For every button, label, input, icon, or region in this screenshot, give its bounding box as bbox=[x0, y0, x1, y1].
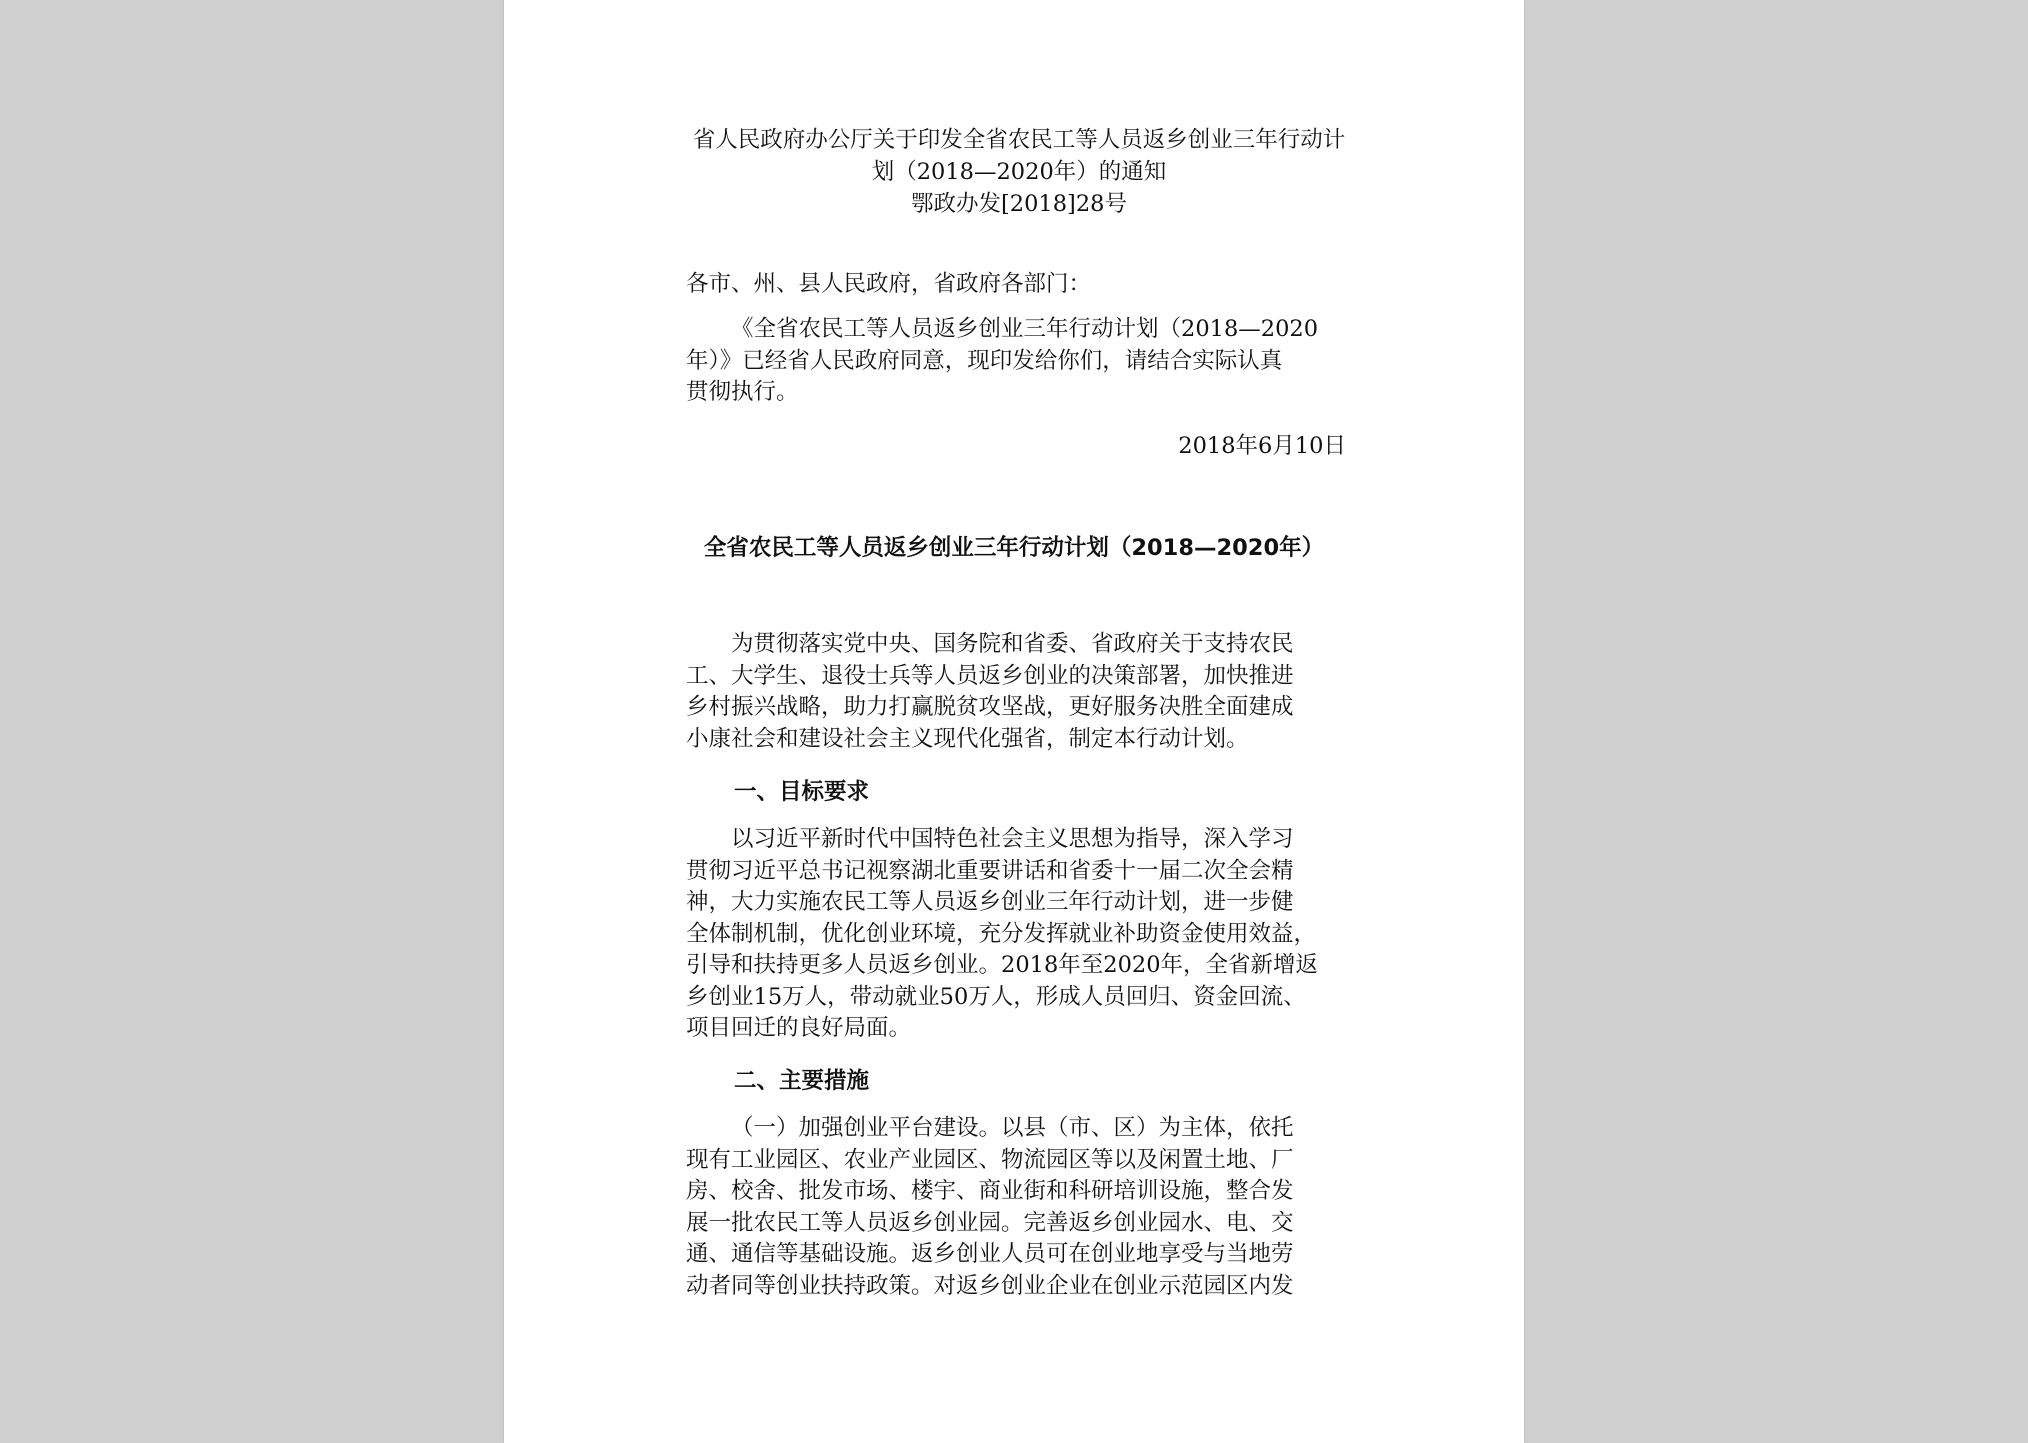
text-line: 以习近平新时代中国特色社会主义思想为指导，深入学习 bbox=[731, 826, 1294, 852]
section-heading-goals: 一、目标要求 bbox=[734, 779, 870, 805]
text-line: 小康社会和建设社会主义现代化强省，制定本行动计划。 bbox=[686, 725, 1249, 752]
text-line: 动者同等创业扶持政策。对返乡创业企业在创业示范园区内发 bbox=[686, 1272, 1294, 1299]
title-line: 划（2018—2020年）的通知 bbox=[871, 159, 1167, 185]
text-line: 全体制机制，优化创业环境，充分发挥就业补助资金使用效益， bbox=[686, 920, 1317, 947]
plan-title: 全省农民工等人员返乡创业三年行动计划（2018—2020年） bbox=[703, 535, 1325, 561]
text-line: 贯彻执行。 bbox=[686, 379, 799, 405]
text-line: 房、校舍、批发市场、楼宇、商业街和科研培训设施，整合发 bbox=[686, 1178, 1294, 1204]
text-line: 项目回迁的良好局面。 bbox=[686, 1015, 912, 1041]
text-line: 神，大力实施农民工等人员返乡创业三年行动计划，进一步健 bbox=[686, 889, 1294, 915]
salutation: 各市、州、县人民政府，省政府各部门： bbox=[686, 271, 1092, 297]
text-line: 乡创业15万人，带动就业50万人，形成人员回归、资金回流、 bbox=[686, 983, 1306, 1010]
text-line: 《全省农民工等人员返乡创业三年行动计划（2018—2020 bbox=[731, 316, 1319, 342]
notice-title bbox=[664, 124, 1374, 220]
preamble-paragraph bbox=[686, 629, 1346, 755]
text-line: 现有工业园区、农业产业园区、物流园区等以及闲置土地、厂 bbox=[686, 1146, 1294, 1173]
section-heading-measures: 二、主要措施 bbox=[734, 1068, 870, 1094]
text-line: 年）》已经省人民政府同意，现印发给你们，请结合实际认真 bbox=[686, 347, 1283, 374]
text-line: （一）加强创业平台建设。以县（市、区）为主体，依托 bbox=[731, 1115, 1294, 1141]
title-line: 省人民政府办公厅关于印发全省农民工等人员返乡创业三年行动计 bbox=[692, 127, 1346, 153]
document-page bbox=[504, 0, 1524, 1443]
text-line: 通、通信等基础设施。返乡创业人员可在创业地享受与当地劳 bbox=[686, 1241, 1294, 1267]
text-line: 为贯彻落实党中央、国务院和省委、省政府关于支持农民 bbox=[731, 631, 1294, 657]
text-line: 引导和扶持更多人员返乡创业。2018年至2020年，全省新增返 bbox=[686, 952, 1319, 978]
issue-date: 2018年6月10日 bbox=[1178, 433, 1346, 459]
intro-paragraph bbox=[686, 314, 1346, 409]
text-line: 贯彻习近平总书记视察湖北重要讲话和省委十一届二次全会精 bbox=[686, 857, 1294, 884]
text-line: 乡村振兴战略，助力打赢脱贫攻坚战，更好服务决胜全面建成 bbox=[686, 694, 1294, 720]
text-line: 工、大学生、退役士兵等人员返乡创业的决策部署，加快推进 bbox=[686, 662, 1294, 689]
document-number: 鄂政办发[2018]28号 bbox=[911, 191, 1127, 217]
text-line: 展一批农民工等人员返乡创业园。完善返乡创业园水、电、交 bbox=[686, 1209, 1294, 1236]
measures-paragraph bbox=[686, 1113, 1346, 1302]
goals-paragraph bbox=[686, 824, 1346, 1045]
